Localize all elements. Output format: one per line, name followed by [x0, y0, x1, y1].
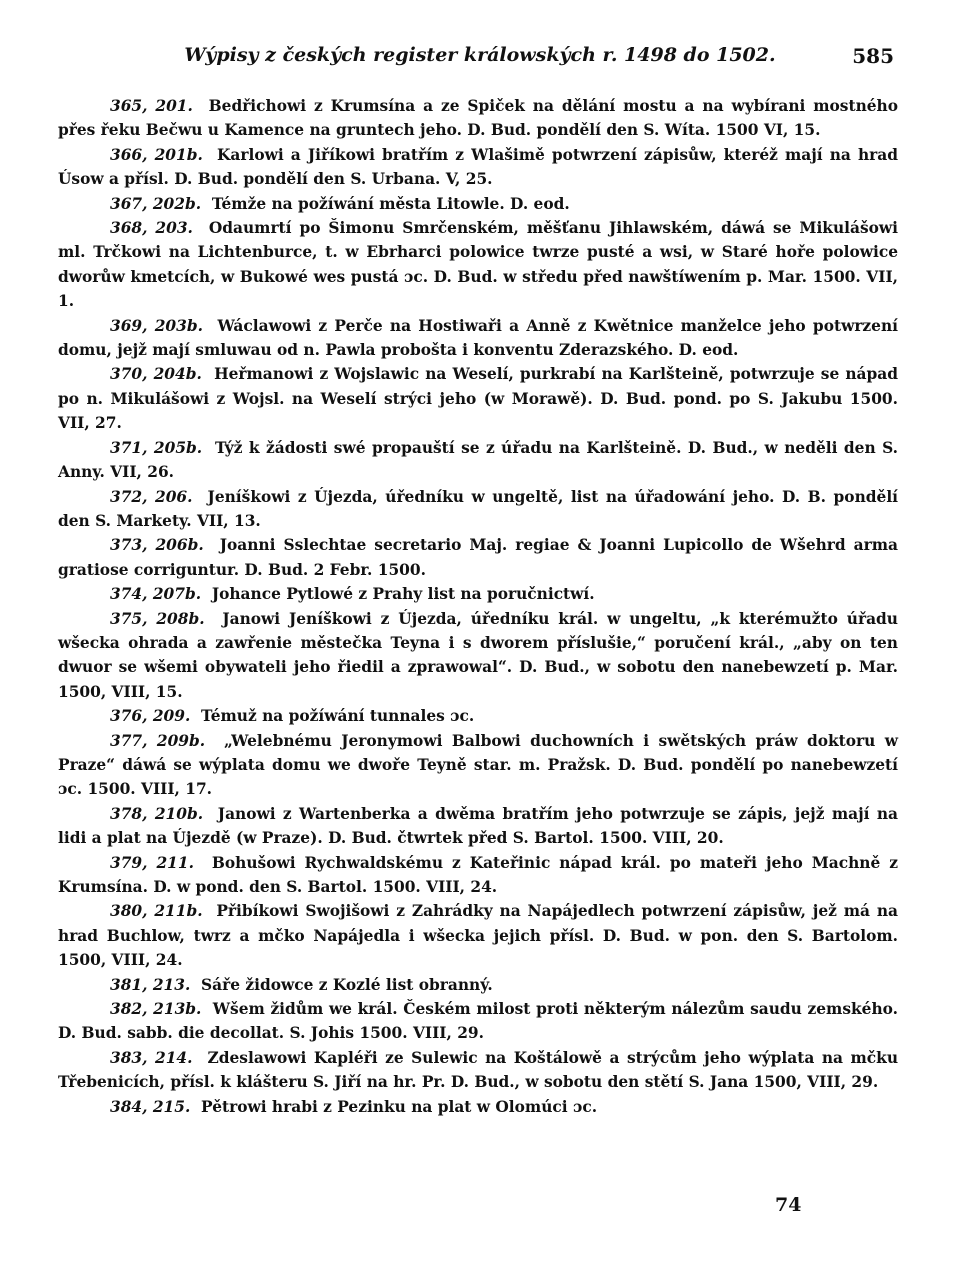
register-entry — [58, 851, 898, 900]
entry-text: Témuž na požíwání tunnales ɔc. — [201, 707, 475, 726]
entry-number: 373, 206b. — [110, 536, 204, 555]
register-entry — [58, 973, 898, 997]
entry-text: Karlowi a Jiříkowi bratřím z Wlašimě potwrzení zápisůw, kteréž mají na hrad Úsow a přísl. D. Bud. pondělí den S. Urbana. V, 25. — [58, 145, 899, 189]
entry-text: Týž k žádosti swé propauští se z úřadu na Karlšteině. D. Bud., w neděli den S. Anny. VII, 26. — [58, 438, 899, 482]
register-entry — [58, 1095, 898, 1119]
register-entry — [58, 607, 898, 705]
entry-number: 366, 201b. — [110, 145, 203, 164]
entry-number: 384, 215. — [110, 1097, 191, 1116]
entry-number: 372, 206. — [110, 487, 193, 506]
register-entry — [58, 143, 898, 192]
register-entry — [58, 314, 898, 363]
running-title: Wýpisy z českých register králowských r. 1498 do 1502. — [184, 44, 776, 66]
entry-number: 377, 209b. — [110, 731, 206, 750]
entry-text: Wšem židům we král. Českém milost proti některým nálezům saudu zemského. D. Bud. sabb. die decollat. S. Johis 1500. VIII, 29. — [58, 1000, 898, 1043]
register-entry — [58, 436, 898, 485]
register-entry — [58, 899, 898, 972]
entry-number: 375, 208b. — [110, 609, 205, 628]
entry-text: Zdeslawowi Kapléři ze Sulewic na Koštálowě a strýcům jeho wýplata na mčku Třebenicích, přísl. k klášteru S. Jiří na hr. Pr. D. Bud., w sobotu den stětí S. Jana 1500, VIII, 29. — [58, 1048, 899, 1092]
register-entry — [58, 485, 898, 534]
entry-text: Janowi Jeníškowi z Újezda, úředníku král. w ungeltu, „k kterémužto úřadu wšecka ohrada a zawřenie městečka Teyna i s dworem příslušie,“ poručení král., „aby on ten dwuor se wšemi obywateli jeho řiedil a zprawowal“. D. Bud., w sobotu den nanebewzetí p. Mar. 1500, VIII, 15. — [58, 609, 898, 701]
entries-list — [58, 94, 898, 1119]
entry-text: Janowi z Wartenberka a dwěma bratřím jeho potwrzuje se zápis, jejž mají na lidi a plat na Újezdě (w Praze). D. Bud. čtwrtek před S. Bartol. 1500. VIII, 20. — [58, 804, 899, 848]
entry-text: Heřmanowi z Wojslawic na Weselí, purkrabí na Karlšteině, potwrzuje se nápad po n. Mikulášowi z Wojsl. na Weselí strýci jeho (w Morawě). D. Bud. pond. po S. Jakubu 1500. VII, 27. — [58, 365, 899, 433]
entry-number: 369, 203b. — [110, 316, 203, 335]
entry-text: Wáclawowi z Perče na Hostiwaři a Anně z Kwětnice manželce jeho potwrzení domu, jejž mají smluwau od n. Pawla probošta i konventu Zderazského. D. eod. — [58, 316, 898, 360]
register-entry — [58, 802, 898, 851]
entry-text: Jeníškowi z Újezda, úředníku w ungeltě, list na úřadowání jeho. D. B. pondělí den S. Markety. VII, 13. — [58, 487, 899, 530]
page-number: 585 — [852, 44, 894, 68]
register-entry — [58, 729, 898, 802]
entry-text: Johance Pytlowé z Prahy list na poručnictwí. — [211, 585, 595, 604]
entry-number: 376, 209. — [110, 707, 191, 726]
entry-number: 365, 201. — [110, 97, 193, 115]
register-entry — [58, 582, 898, 606]
entry-number: 374, 207b. — [110, 585, 202, 604]
register-entry — [58, 192, 898, 216]
entry-number: 378, 210b. — [110, 804, 204, 823]
signature-mark: 74 — [775, 1194, 802, 1216]
entry-number: 379, 211. — [110, 853, 194, 872]
entry-number: 368, 203. — [110, 219, 193, 238]
entry-text: „Welebnému Jeronymowi Balbowi duchowních i swětských práw doktoru w Praze“ dáwá se wýplata domu we dwoře Teyně star. m. Pražsk. D. Bud. pondělí po nanebewzetí ɔc. 1500. VIII, 17. — [58, 731, 899, 799]
register-entry — [58, 216, 898, 314]
entry-text: Odaumrtí po Šimonu Smrčenském, měšťanu Jihlawském, dáwá se Mikulášowi ml. Trčkowi na Lichtenburce, t. w Ebrharci polowice twrze pusté a wsi, w Staré hoře polowice dworůw kmetcích, w Bukowé wes pustá ɔc. D. Bud. w středu před nawštíwením p. Mar. 1500. VII, 1. — [58, 219, 898, 311]
register-entry — [58, 533, 898, 582]
entry-number: 383, 214. — [110, 1048, 193, 1067]
entry-text: Bohušowi Rychwaldskému z Kateřinic nápad král. po mateři jeho Machně z Krumsína. D. w pond. den S. Bartol. 1500. VIII, 24. — [58, 853, 899, 896]
register-entry — [58, 997, 898, 1046]
entry-text: Pětrowi hrabi z Pezinku na plat w Olomúci ɔc. — [201, 1097, 598, 1116]
entry-text: Přibíkowi Swojišowi z Zahrádky na Napájedlech potwrzení zápisůw, jež má na hrad Buchlow, twrz a mčko Napájedla i wšecka jejich přísl. D. Bud. w pon. den S. Bartolom. 1500, VIII, 24. — [58, 902, 899, 970]
entry-number: 380, 211b. — [110, 902, 203, 921]
register-entry — [58, 704, 898, 728]
entry-number: 370, 204b. — [110, 365, 202, 384]
register-entry — [58, 94, 898, 143]
page-header — [60, 44, 900, 74]
entry-number: 381, 213. — [110, 975, 191, 994]
entry-number: 367, 202b. — [110, 194, 202, 213]
register-entry — [58, 362, 898, 435]
entry-text: Bedřichowi z Krumsína a ze Spiček na dělání mostu a na wybírani mostného přes řeku Bečwu u Kamence na gruntech jeho. D. Bud. pondělí den S. Wíta. 1500 VI, 15. — [58, 97, 899, 140]
entry-text: Témže na požíwání města Litowle. D. eod. — [211, 194, 570, 213]
register-entry — [58, 1046, 898, 1095]
entry-number: 382, 213b. — [110, 1000, 202, 1019]
entry-text: Sáře židowce z Kozlé list obranný. — [201, 975, 493, 994]
entry-number: 371, 205b. — [110, 438, 203, 457]
entry-text: Joanni Sslechtae secretario Maj. regiae & Joanni Lupicollo de Wšehrd arma gratiose corriguntur. D. Bud. 2 Febr. 1500. — [58, 536, 899, 579]
